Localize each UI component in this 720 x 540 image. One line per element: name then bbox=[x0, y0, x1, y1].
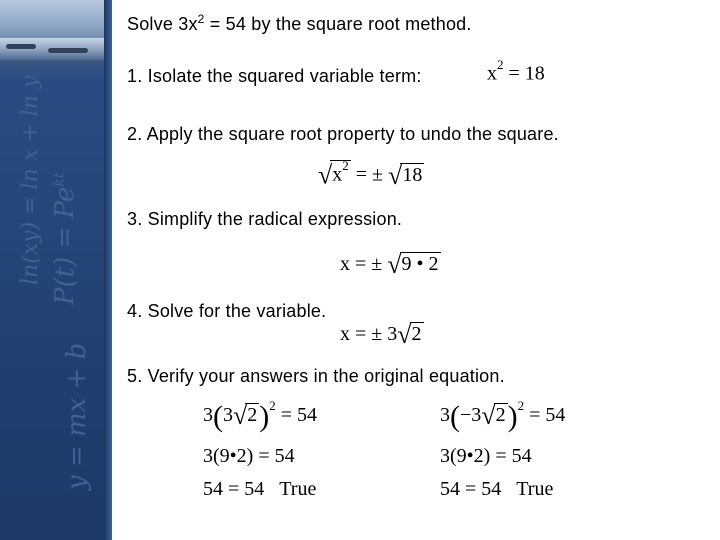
island-shape bbox=[48, 48, 88, 53]
step-2-text: 2. Apply the square root property to undo the square. bbox=[127, 124, 559, 144]
decorative-sidebar bbox=[0, 0, 112, 540]
verify-right-line-3: 54 = 54 True bbox=[440, 478, 554, 500]
step-4-text: 4. Solve for the variable. bbox=[127, 301, 327, 321]
sidebar-formula-growth: $P(t) = Pe^{kt}$ bbox=[50, 172, 80, 305]
sidebar-formula-line: y = mx + b bbox=[62, 342, 92, 490]
verify-right-line-1: $3(-3√2)^2 = 54$ bbox=[440, 398, 566, 433]
page-title: Solve $3x^2 = 54$ by the square root method. bbox=[127, 12, 472, 34]
sidebar-formula-log: ln(xy) = ln x + ln y bbox=[18, 75, 43, 285]
step-5-text: 5. Verify your answers in the original equation. bbox=[127, 366, 505, 386]
equation-simplify: x = ± √9 • 2 bbox=[340, 250, 439, 279]
verify-left-line-1: $3(3√2)^2 = 54$ bbox=[203, 398, 318, 433]
equation-solution: x = ± 3√2 bbox=[340, 320, 422, 349]
verify-left-line-3: 54 = 54 True bbox=[203, 478, 317, 500]
equation-square-root: $√x^2$ = ± √18 bbox=[318, 158, 423, 190]
island-shape bbox=[6, 44, 36, 49]
sidebar-edge bbox=[104, 0, 112, 540]
step-3-text: 3. Simplify the radical expression. bbox=[127, 209, 403, 229]
verify-right-line-2: 3(9•2) = 54 bbox=[440, 445, 532, 467]
verify-left-line-2: 3(9•2) = 54 bbox=[203, 445, 295, 467]
step-1-text: 1. Isolate the squared variable term: bbox=[127, 66, 422, 86]
equation-isolated: $x^2 = 18$ bbox=[487, 57, 545, 85]
